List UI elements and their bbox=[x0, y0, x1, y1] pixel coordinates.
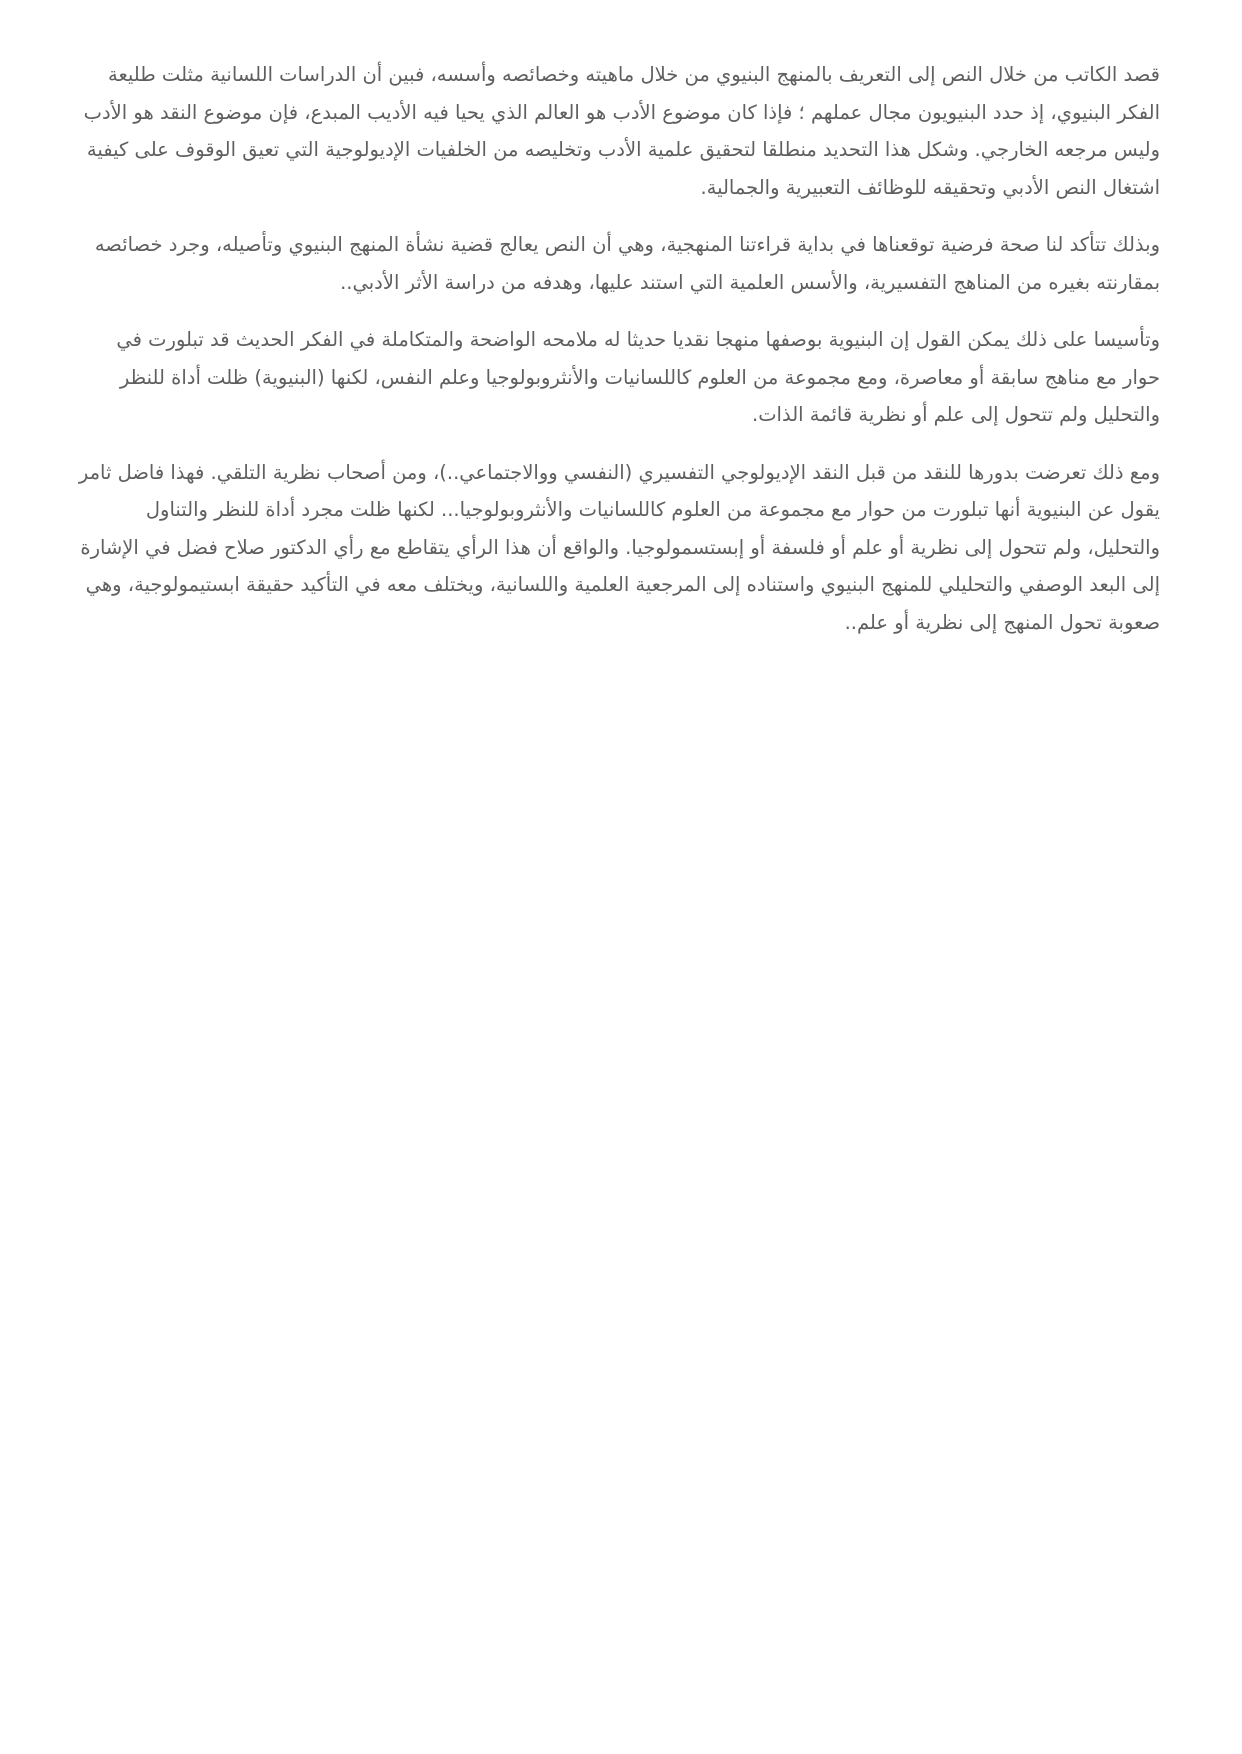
paragraph-1: قصد الكاتب من خلال النص إلى التعريف بالمنهج البنيوي من خلال ماهيته وخصائصه وأسسه، فبين أن الدراسات اللسانية مثلت طليعة الفكر البنيوي، إذ حدد البنيويون مجال عملهم ؛ فإذا كان موضوع الأدب هو العالم الذي يحيا فيه الأديب المبدع، فإن موضوع النقد هو الأدب وليس مرجعه الخارجي. وشكل هذا التحديد منطلقا لتحقيق علمية الأدب وتخليصه من الخلفيات الإديولوجية التي تعيق الوقوف على كيفية اشتغال النص الأدبي وتحقيقه للوظائف التعبيرية والجمالية. bbox=[83, 63, 1160, 199]
paragraph-3: وتأسيسا على ذلك يمكن القول إن البنيوية بوصفها منهجا نقديا حديثا له ملامحه الواضحة والمتكاملة في الفكر الحديث قد تبلورت في حوار مع مناهج سابقة أو معاصرة، ومع مجموعة من العلوم كاللسانيات والأنثروبولوجيا وعلم النفس، لكنها (البنيوية) ظلت أداة للنظر والتحليل ولم تتحول إلى علم أو نظرية قائمة الذات. bbox=[116, 328, 1160, 426]
paragraph-4: ومع ذلك تعرضت بدورها للنقد من قبل النقد الإديولوجي التفسيري (النفسي ووالاجتماعي..)، ومن أصحاب نظرية التلقي. فهذا فاضل ثامر يقول عن البنيوية أنها تبلورت من حوار مع مجموعة من العلوم كاللسانيات والأنثروبولوجيا... لكنها ظلت مجرد أداة للنظر والتناول والتحليل، ولم تتحول إلى نظرية أو علم أو فلسفة أو إبستسمولوجيا. والواقع أن هذا الرأي يتقاطع مع رأي الدكتور صلاح فضل في الإشارة إلى البعد الوصفي والتحليلي للمنهج البنيوي واستناده إلى المرجعية العلمية واللسانية، ويختلف معه في التأكيد حقيقة ابستيمولوجية، وهي صعوبة تحول المنهج إلى نظرية أو علم.. bbox=[78, 460, 1160, 634]
document-body bbox=[74, 56, 1160, 661]
paragraph-2: وبذلك تتأكد لنا صحة فرضية توقعناها في بداية قراءتنا المنهجية، وهي أن النص يعالج قضية نشأة المنهج البنيوي وتأصيله، وجرد خصائصه بمقارنته بغيره من المناهج التفسيرية، والأسس العلمية التي استند عليها، وهدفه من دراسة الأثر الأدبي.. bbox=[94, 233, 1160, 294]
